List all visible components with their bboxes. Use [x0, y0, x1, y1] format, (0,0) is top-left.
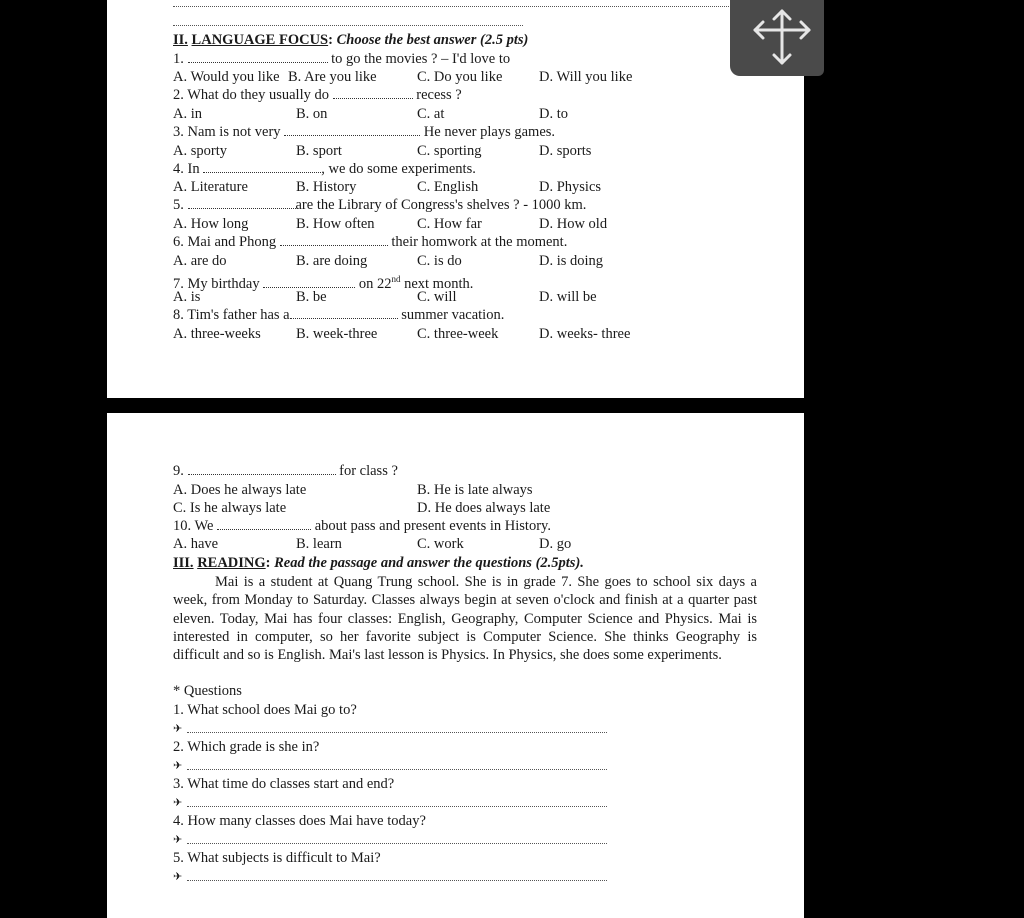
section-heading: III. READING: Read the passage and answer the questions (2.5pts).: [173, 555, 584, 571]
answer-marker: ✈: [173, 834, 183, 846]
option-a[interactable]: A. sporty: [173, 143, 227, 159]
option-b[interactable]: B. week-three: [296, 326, 378, 342]
option-d[interactable]: D. weeks- three: [539, 326, 631, 342]
option-d[interactable]: D. Will you like: [539, 69, 633, 85]
option-c[interactable]: C. sporting: [417, 143, 482, 159]
section-heading: II. LANGUAGE FOCUS: Choose the best answer (2.5 pts): [173, 32, 529, 48]
option-c[interactable]: C. English: [417, 179, 479, 195]
option-a[interactable]: A. Literature: [173, 179, 248, 195]
option-a[interactable]: A. Would you like: [173, 69, 280, 85]
question-10: 10. We about pass and present events in History.: [173, 518, 551, 534]
reading-question-1: 1. What school does Mai go to?: [173, 702, 357, 718]
answer-marker: ✈: [173, 871, 183, 883]
option-a[interactable]: A. How long: [173, 216, 249, 232]
reading-question-3: 3. What time do classes start and end?: [173, 776, 395, 792]
option-a[interactable]: A. have: [173, 536, 219, 552]
option-d[interactable]: D. is doing: [539, 253, 604, 269]
question-6: 6. Mai and Phong their homwork at the moment.: [173, 234, 568, 250]
option-b[interactable]: B. How often: [296, 216, 375, 232]
option-c[interactable]: C. Do you like: [417, 69, 503, 85]
option-a[interactable]: A. three-weeks: [173, 326, 261, 342]
option-c[interactable]: C. is do: [417, 253, 462, 269]
option-d[interactable]: D. Physics: [539, 179, 602, 195]
option-a[interactable]: A. are do: [173, 253, 227, 269]
reading-passage: Mai is a student at Quang Trung school. She is in grade 7. She goes to school six days a week, from Monday to Saturday. Classes always begin at seven o'clock and finish at a quarter past eleven. Today, Mai has four classes: English, Geography, Computer Science and Physics. Mai is interested in computer, so her favorite subject is Computer Science. She thinks Geography is difficult and so is English. Mai's last lesson is Physics. In Physics, she does some experiments.: [173, 574, 757, 664]
reading-question-4: 4. How many classes does Mai have today?: [173, 813, 426, 829]
answer-line[interactable]: [187, 806, 607, 807]
move-arrows-icon: [752, 8, 812, 66]
worksheet-page-1: [107, 0, 804, 398]
option-b[interactable]: B. be: [296, 289, 327, 305]
reading-question-2: 2. Which grade is she in?: [173, 739, 320, 755]
option-d[interactable]: D. How old: [539, 216, 608, 232]
option-c[interactable]: C. Is he always late: [173, 500, 287, 516]
option-b[interactable]: B. sport: [296, 143, 342, 159]
question-5: 5. are the Library of Congress's shelves ? - 1000 km.: [173, 197, 587, 213]
question-9: 9. for class ?: [173, 463, 398, 479]
worksheet-page-2: [107, 413, 804, 918]
question-1: 1. to go the movies ? – I'd love to: [173, 51, 511, 67]
option-c[interactable]: C. at: [417, 106, 445, 122]
answer-marker: ✈: [173, 723, 183, 735]
option-d[interactable]: D. to: [539, 106, 568, 122]
answer-marker: ✈: [173, 797, 183, 809]
move-control[interactable]: [730, 0, 824, 76]
option-b[interactable]: B. are doing: [296, 253, 368, 269]
option-b[interactable]: B. learn: [296, 536, 342, 552]
option-b[interactable]: B. History: [296, 179, 357, 195]
question-2: 2. What do they usually do recess ?: [173, 87, 462, 103]
option-a[interactable]: A. is: [173, 289, 201, 305]
option-b[interactable]: B. on: [296, 106, 328, 122]
question-3: 3. Nam is not very He never plays games.: [173, 124, 556, 140]
question-8: 8. Tim's father has a summer vacation.: [173, 307, 505, 323]
questions-label: * Questions: [173, 683, 242, 699]
option-c[interactable]: C. three-week: [417, 326, 499, 342]
answer-line[interactable]: [187, 880, 607, 881]
option-c[interactable]: C. How far: [417, 216, 482, 232]
answer-line: [173, 6, 797, 7]
option-a[interactable]: A. Does he always late: [173, 482, 307, 498]
option-c[interactable]: C. will: [417, 289, 457, 305]
option-c[interactable]: C. work: [417, 536, 464, 552]
answer-line[interactable]: [187, 843, 607, 844]
answer-line: [173, 25, 523, 26]
option-d[interactable]: D. He does always late: [417, 500, 551, 516]
question-7: 7. My birthday on 22nd next month.: [173, 274, 474, 292]
answer-line[interactable]: [187, 732, 607, 733]
option-d[interactable]: D. sports: [539, 143, 592, 159]
answer-marker: ✈: [173, 760, 183, 772]
option-d[interactable]: D. go: [539, 536, 572, 552]
option-b[interactable]: B. He is late always: [417, 482, 533, 498]
question-4: 4. In , we do some experiments.: [173, 161, 476, 177]
answer-line[interactable]: [187, 769, 607, 770]
option-d[interactable]: D. will be: [539, 289, 597, 305]
option-a[interactable]: A. in: [173, 106, 202, 122]
reading-question-5: 5. What subjects is difficult to Mai?: [173, 850, 381, 866]
option-b[interactable]: B. Are you like: [288, 69, 377, 85]
